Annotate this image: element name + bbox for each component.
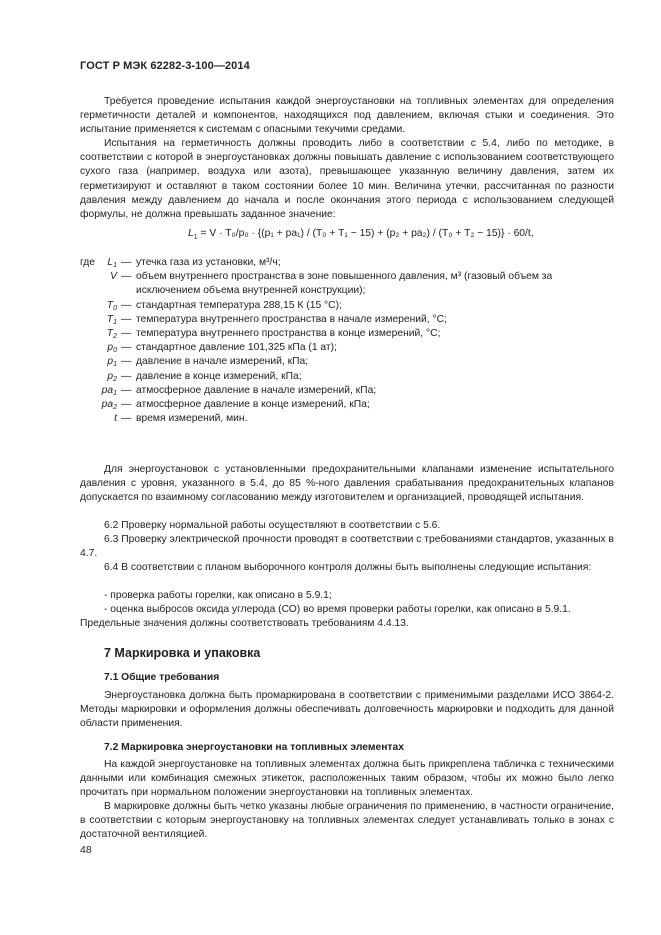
definition-row [80,299,614,313]
definition-dash: — [121,342,132,354]
definition-text: время измерений, мин. [136,413,248,425]
definition-dash: — [121,370,132,382]
definition-symbol-letter: V [110,271,117,283]
paragraph-leak-test-requirement: Требуется проведение испытания каждой энергоустановки на топливных элементах для определения герметичности деталей и компонентов, находящихся под давлением, включая стыки и соединения. Это испытание применяется к системам с опасными текучими средами. [80,96,614,136]
paragraph-6-3: 6.3 Проверку электрической прочности проводят в соответствии с требованиями стандартов, указанных в 4.7. [80,534,614,560]
definition-symbol-subscript: 0 [113,347,117,355]
definition-row [80,313,614,327]
formula-body: = V · T₀/p₀ · {(p₁ + pa₁) / (T₀ + T₁ − 15) + (p₂ + pa₂) / (T₀ + T₂ − 15)} · 60/t, [200,228,534,239]
definition-dash: — [121,384,132,396]
paragraph-safety-valves: Для энергоустановок с установленными предохранительными клапанами изменение испытательного давления с уровня, указанного в 5.4, до 85 %-ного давления срабатывания предохранительных клапанов допускается по взаимному согласованию между изготовителем и организацией, проводящей испытания. [80,464,614,504]
page-number: 48 [80,844,92,856]
definition-text: температура внутреннего пространства в конце измерений, °С; [136,327,441,339]
definition-text: атмосферное давление в конце измерений, кПа; [136,398,370,410]
leak-formula [188,227,534,245]
definition-symbol-letter: p [107,356,114,368]
definitions-list [80,256,614,426]
paragraph-limit-values: Предельные значения должны соответствовать требованиям 4.4.13. [80,618,409,629]
definition-row [80,256,614,270]
definition-text: давление в конце измерений, кПа; [136,370,302,382]
definition-symbol-subscript: 1 [113,361,117,369]
definition-text: давление в начале измерений, кПа; [136,356,309,368]
paragraph-usage-restrictions: В маркировке должны быть четко указаны любые ограничения по применению, в частности ограничение, в соответствии с которым энергоустановку на топливных элементах следует устанавливать только в зонах с достаточной вентиляцией. [80,801,614,841]
definition-symbol-subscript: 1 [113,318,117,326]
definition-symbol-subscript: 2 [113,403,117,411]
paragraph-nameplate: На каждой энергоустановке на топливных элементах должна быть прикреплена табличка с техническими данными или комбинация смежных этикеток, расположенных таким образом, чтобы их можно было легко прочитать при нормальном положении энергоустановки на топливных элементах. [80,759,614,799]
section-7-2-heading: 7.2 Маркировка энергоустановки на топливных элементах [104,742,404,753]
definition-row [80,327,614,341]
definition-dash: — [121,327,132,339]
definition-symbol-letter: pa [101,384,114,396]
definition-dash: — [121,299,132,311]
definition-dash: — [121,398,132,410]
definition-symbol-letter: t [114,413,117,425]
definition-symbol-letter: p [107,370,114,382]
formula-lhs-sub: 1 [193,234,198,242]
definition-symbol-letter: T [106,327,114,339]
definition-row [80,412,614,426]
definition-symbol-subscript: 2 [113,375,117,383]
definition-row [80,398,614,412]
definition-text: температура внутреннего пространства в начале измерений, °С; [136,313,447,325]
definition-symbol-subscript: 1 [113,262,117,269]
definition-row [80,370,614,384]
definition-row [80,384,614,398]
definition-dash: — [121,257,132,268]
definition-row [80,341,614,355]
document-header: ГОСТ Р МЭК 62282-3-100—2014 [80,60,250,72]
definition-text: объем внутреннего пространства в зоне повышенного давления, м³ (газовый объем за исключением объема внутренней конструкции); [136,271,553,297]
definition-dash: — [121,271,132,283]
definition-symbol-letter: T [106,299,114,311]
paragraph-leak-test-method: Испытания на герметичность должны проводить либо в соответствии с 5.4, либо по методике, в соответствии с которой в энергоустановках должны повышать давление с использованием соответствующего сухого газа (например, воздуха или азота), превышающее указанную величину давления, затем их герметизируют и оставляют в таком состоянии более 10 мин. Величина утечки, рассчитанная по разности давления между давлением до начала и после окончания этого периода с использованием следующей формулы, не должна превышать заданное значение: [80,138,614,221]
definition-row [80,270,614,298]
definition-row [80,355,614,369]
definition-dash: — [121,313,132,325]
definition-symbol [80,412,117,426]
definition-symbol [80,270,117,284]
section-7-heading: 7 Маркировка и упаковка [104,646,261,660]
definition-text: стандартное давление 101,325 кПа (1 ат); [136,342,337,354]
paragraph-marking-general: Энергоустановка должна быть промаркирована в соответствии с применимыми разделами ИСО 3864-2. Методы маркировки и оформления должны обеспечивать долговечность маркировки и подходить для данной области применения. [80,690,614,730]
definition-symbol-subscript: 1 [113,389,117,397]
formula-lhs: L [188,228,194,239]
paragraph-6-2: 6.2 Проверку нормальной работы осуществляют в соответствии с 5.6. [104,520,441,531]
definition-symbol-subscript: 2 [113,332,117,340]
definition-symbol-letter: pa [101,398,114,410]
definition-text: утечка газа из установки, м³/ч; [136,257,281,268]
definition-text: атмосферное давление в начале измерений, кПа; [136,384,377,396]
where-label: где [80,257,96,268]
definition-symbol-letter: L [107,257,114,268]
section-7-1-heading: 7.1 Общие требования [104,672,220,683]
definition-symbol-letter: p [107,342,114,354]
definition-text: стандартная температура 288,15 К (15 °С); [136,299,342,311]
list-item-burner-check: - проверка работы горелки, как описано в 5.9.1; [104,590,332,601]
paragraph-6-4: 6.4 В соответствии с планом выборочного контроля должны быть выполнены следующие испытания: [104,562,592,573]
definition-dash: — [121,413,132,425]
definition-dash: — [121,356,132,368]
definition-symbol-subscript: 0 [113,304,117,312]
definition-symbol-letter: T [106,313,114,325]
list-item-co-emissions: - оценка выбросов оксида углерода (СО) во время проверки работы горелки, как описано в 5.9.1. [104,604,571,615]
